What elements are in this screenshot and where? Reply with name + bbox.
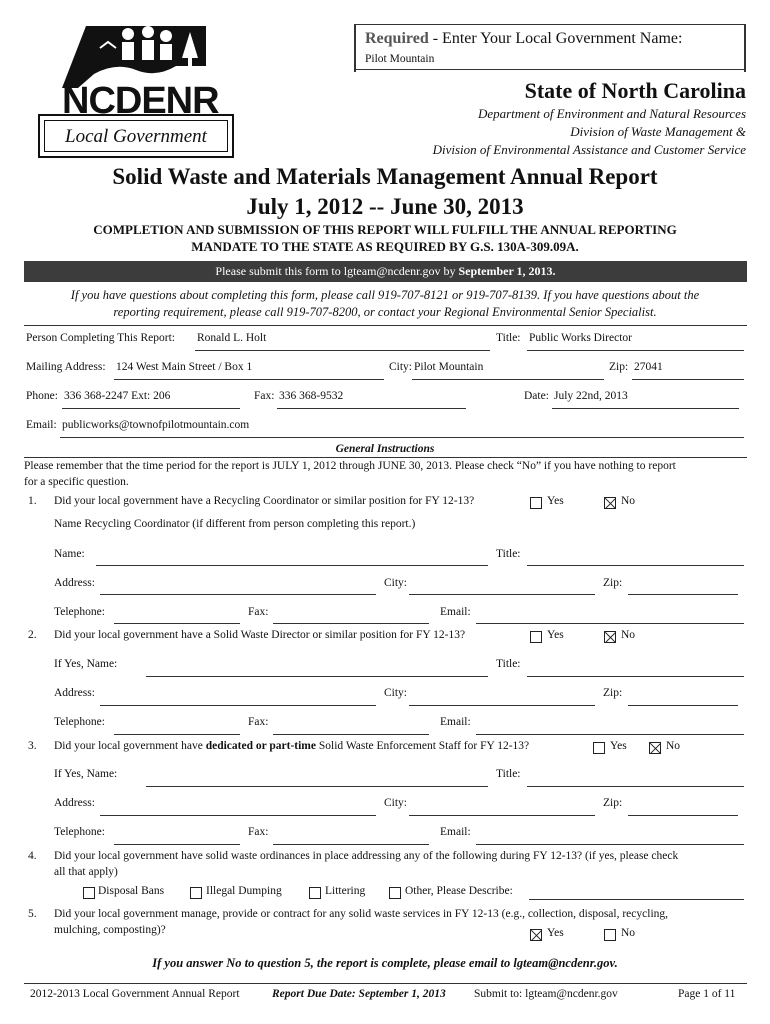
logo-badge <box>38 114 234 158</box>
q3-telephone-label: Telephone: <box>54 826 105 838</box>
q3-text <box>54 740 529 752</box>
report-title: Solid Waste and Materials Management Annual Report <box>112 164 658 189</box>
report-period: July 1, 2012 -- June 30, 2013 <box>246 194 524 219</box>
mailing-label: Mailing Address: <box>26 361 106 373</box>
q2-city-label: City: <box>384 687 408 699</box>
q3-no-label: No <box>666 740 681 752</box>
q1-title-field[interactable] <box>527 565 744 566</box>
q1-no-label: No <box>621 495 636 507</box>
mandate-line-1: COMPLETION AND SUBMISSION OF THIS REPORT WILL FULFILL THE ANNUAL REPORTING <box>93 222 677 237</box>
q4-littering-label: Littering <box>325 885 366 897</box>
q3-fax-label: Fax: <box>248 826 269 838</box>
q3-city-field[interactable] <box>409 815 595 816</box>
q2-telephone-label: Telephone: <box>54 716 105 728</box>
required-rest: - Enter Your Local Government Name: <box>428 30 683 47</box>
q3-name-label: If Yes, Name: <box>54 768 118 780</box>
title-label: Title: <box>496 332 521 344</box>
q4-number: 4. <box>28 850 37 862</box>
q4-text-2: all that apply) <box>54 866 118 878</box>
banner-text: Please submit this form to lgteam@ncdenr.gov by <box>215 264 459 278</box>
email-field[interactable]: publicworks@townofpilotmountain.com <box>62 419 250 431</box>
q1-number: 1. <box>28 495 37 507</box>
footer-page: Page 1 of 11 <box>678 988 736 1000</box>
q3-city-label: City: <box>384 797 408 809</box>
q1-name-label: Name: <box>54 548 85 560</box>
q1-fax-label: Fax: <box>248 606 269 618</box>
q2-email-field[interactable] <box>476 734 744 735</box>
q5-yes-checkbox[interactable] <box>530 929 542 941</box>
q3-text-bold: dedicated or part-time <box>205 740 316 752</box>
q1-fax-field[interactable] <box>273 623 429 624</box>
required-prompt <box>365 30 682 48</box>
q2-title-field[interactable] <box>527 676 744 677</box>
logo-text: NCDENR <box>62 80 219 122</box>
q3-yes-checkbox[interactable] <box>593 742 605 754</box>
general-instructions-heading: General Instructions <box>335 443 435 455</box>
q2-email-label: Email: <box>440 716 471 728</box>
q4-other-field[interactable] <box>529 899 744 900</box>
q5-number: 5. <box>28 908 37 920</box>
q2-no-label: No <box>621 629 636 641</box>
q3-fax-field[interactable] <box>273 844 429 845</box>
q3-address-field[interactable] <box>100 815 376 816</box>
q4-illegal-dumping-label: Illegal Dumping <box>206 885 282 897</box>
q1-subtext: Name Recycling Coordinator (if different from person completing this report.) <box>54 518 416 530</box>
q3-title-field[interactable] <box>527 786 744 787</box>
q1-email-label: Email: <box>440 606 471 618</box>
q4-text-1: Did your local government have solid waste ordinances in place addressing any of the following during FY 12-13? (if yes, please check <box>54 850 679 862</box>
date-field[interactable]: July 22nd, 2013 <box>554 390 628 402</box>
questions-note-1: If you have questions about completing this form, please call 919-707-8121 or 919-707-8139. If you have questions about the <box>70 288 700 302</box>
dept-line-1: Department of Environment and Natural Resources <box>477 106 746 121</box>
footer-due-date: Report Due Date: September 1, 2013 <box>272 988 446 1000</box>
required-box <box>354 24 746 72</box>
phone-field[interactable]: 336 368-2247 Ext: 206 <box>64 390 171 402</box>
q3-yes-label: Yes <box>610 740 627 752</box>
q2-number: 2. <box>28 629 37 641</box>
q2-fax-field[interactable] <box>273 734 429 735</box>
q1-yes-checkbox[interactable] <box>530 497 542 509</box>
mailing-field[interactable]: 124 West Main Street / Box 1 <box>116 361 253 373</box>
q3-email-label: Email: <box>440 826 471 838</box>
q1-email-field[interactable] <box>476 623 744 624</box>
instructions-line-1: Please remember that the time period for the report is JULY 1, 2012 through JUNE 30, 2013. Please check “No” if you have nothing to report <box>24 460 676 472</box>
q1-title-label: Title: <box>496 548 521 560</box>
final-note: If you answer No to question 5, the report is complete, please email to lgteam@ncdenr.gov. <box>152 956 618 970</box>
dept-line-2: Division of Waste Management & <box>570 124 746 139</box>
zip-field[interactable]: 27041 <box>634 361 663 373</box>
logo-badge-text: Local Government <box>65 126 207 147</box>
q3-zip-field[interactable] <box>628 815 738 816</box>
q4-other-checkbox[interactable] <box>389 887 401 899</box>
q4-illegal-dumping-checkbox[interactable] <box>190 887 202 899</box>
q5-no-checkbox[interactable] <box>604 929 616 941</box>
q2-telephone-field[interactable] <box>114 734 240 735</box>
q4-disposal-bans-checkbox[interactable] <box>83 887 95 899</box>
q2-yes-label: Yes <box>547 629 564 641</box>
q4-littering-checkbox[interactable] <box>309 887 321 899</box>
q1-address-field[interactable] <box>100 594 376 595</box>
q1-text: Did your local government have a Recycling Coordinator or similar position for FY 12-13? <box>54 495 475 507</box>
state-title: State of North Carolina <box>524 78 746 103</box>
q1-yes-label: Yes <box>547 495 564 507</box>
q1-no-checkbox[interactable] <box>604 497 616 509</box>
q2-name-field[interactable] <box>146 676 488 677</box>
q1-city-label: City: <box>384 577 408 589</box>
q3-text-post: Solid Waste Enforcement Staff for FY 12-13? <box>316 740 530 752</box>
q2-address-field[interactable] <box>100 705 376 706</box>
q5-text-2: mulching, composting)? <box>54 924 166 936</box>
mandate-line-2: MANDATE TO THE STATE AS REQUIRED BY G.S. 130A-309.09A. <box>191 239 579 254</box>
q2-city-field[interactable] <box>409 705 595 706</box>
q1-city-field[interactable] <box>409 594 595 595</box>
footer-left: 2012-2013 Local Government Annual Report <box>30 988 240 1000</box>
q3-zip-label: Zip: <box>603 797 623 809</box>
q1-telephone-label: Telephone: <box>54 606 105 618</box>
local-government-name-field[interactable]: Pilot Mountain <box>365 53 435 65</box>
submit-banner <box>24 261 747 282</box>
q2-yes-checkbox[interactable] <box>530 631 542 643</box>
footer-submit: Submit to: lgteam@ncdenr.gov <box>474 988 618 1000</box>
q2-address-label: Address: <box>54 687 95 699</box>
q3-email-field[interactable] <box>476 844 744 845</box>
q4-disposal-bans-label: Disposal Bans <box>98 885 165 897</box>
ncdenr-logo <box>36 18 236 160</box>
person-label: Person Completing This Report: <box>26 332 175 344</box>
q3-text-pre: Did your local government have <box>54 740 206 752</box>
q5-text-1: Did your local government manage, provide or contract for any solid waste services in FY 12-13 (e.g., collection, disposal, recycling, <box>54 908 669 920</box>
q2-no-checkbox[interactable] <box>604 631 616 643</box>
q2-text: Did your local government have a Solid Waste Director or similar position for FY 12-13? <box>54 629 466 641</box>
q1-address-label: Address: <box>54 577 95 589</box>
q2-name-label: If Yes, Name: <box>54 658 118 670</box>
q1-name-field[interactable] <box>96 565 488 566</box>
q1-zip-field[interactable] <box>628 594 738 595</box>
zip-label: Zip: <box>609 361 629 373</box>
q3-address-label: Address: <box>54 797 95 809</box>
q4-other-label: Other, Please Describe: <box>405 885 513 897</box>
date-label: Date: <box>524 390 549 402</box>
q5-no-label: No <box>621 927 636 939</box>
q3-no-checkbox[interactable] <box>649 742 661 754</box>
q3-number: 3. <box>28 740 37 752</box>
q3-title-label: Title: <box>496 768 521 780</box>
q3-telephone-field[interactable] <box>114 844 240 845</box>
city-field[interactable]: Pilot Mountain <box>414 361 484 373</box>
q2-zip-field[interactable] <box>628 705 738 706</box>
dept-line-3: Division of Environmental Assistance and Customer Service <box>432 142 746 157</box>
questions-note-2: reporting requirement, please call 919-707-8200, or contact your Regional Environmental Senior Specialist. <box>113 305 657 319</box>
q5-yes-label: Yes <box>547 927 564 939</box>
banner-deadline: September 1, 2013. <box>458 264 556 278</box>
fax-field[interactable]: 336 368-9532 <box>279 390 344 402</box>
required-label: Required <box>365 30 429 47</box>
q2-title-label: Title: <box>496 658 521 670</box>
q1-zip-label: Zip: <box>603 577 623 589</box>
q2-fax-label: Fax: <box>248 716 269 728</box>
email-label: Email: <box>26 419 57 431</box>
q2-zip-label: Zip: <box>603 687 623 699</box>
city-label: City: <box>389 361 413 373</box>
phone-label: Phone: <box>26 390 58 402</box>
title-field[interactable]: Public Works Director <box>529 332 632 344</box>
fax-label: Fax: <box>254 390 275 402</box>
q3-name-field[interactable] <box>146 786 488 787</box>
instructions-line-2: for a specific question. <box>24 476 129 488</box>
person-field[interactable]: Ronald L. Holt <box>197 332 267 344</box>
q1-telephone-field[interactable] <box>114 623 240 624</box>
